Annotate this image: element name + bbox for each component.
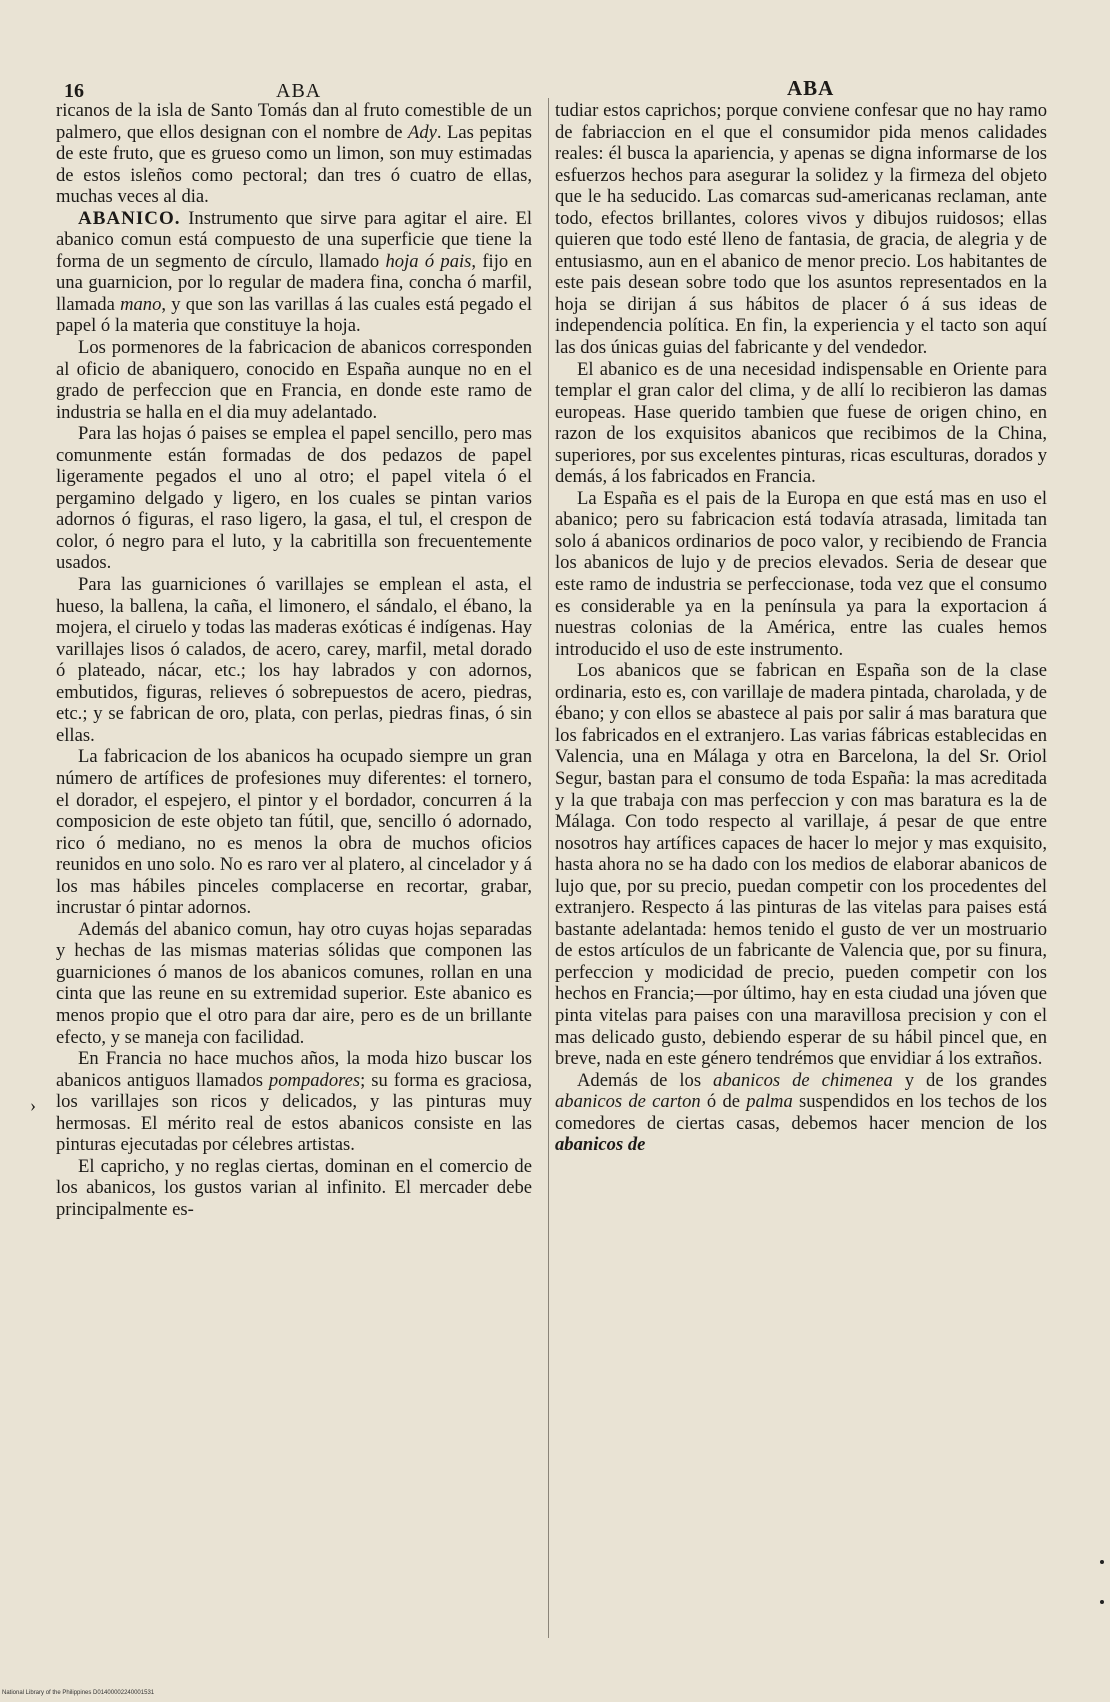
paragraph: Los pormenores de la fabricacion de abanicos corresponden al oficio de abaniquero, conocido en España aunque no en el grado de perfeccion que en Francia, en donde este ramo de industria se halla en el dia muy adelantado.: [56, 337, 532, 423]
paragraph: La fabricacion de los abanicos ha ocupado siempre un gran número de artífices de profesiones muy diferentes: el tornero, el dorador, el espejero, el pintor y el bordador, concurren á la composicion de este objeto tan fútil, que, sencillo ó adornado, rico ó mediano, no es menos la obra de muchos oficios reunidos en uno solo. No es raro ver al platero, al cincelador y á los mas hábiles pinceles complacerse en recortar, grabar, incrustar ó pintar adornos.: [56, 746, 532, 919]
paragraph: Además de los abanicos de chimenea y de los grandes abanicos de carton ó de palma suspendidos en los techos de los comedores de ciertas casas, debemos hacer mencion de los abanicos de: [555, 1069, 1048, 1156]
paragraph: El abanico es de una necesidad indispensable en Oriente para templar el gran calor del clima, y de allí lo recibieron las damas europeas. Hase querido tambien que fuese de origen chino, en razon de los exquisitos abanicos que recibimos de la China, superiores, por sus excelentes pinturas, ricas esculturas, dorados y demás, á los fabricados en Francia.: [555, 358, 1047, 488]
right-column: [555, 100, 1047, 1156]
paragraph: tudiar estos caprichos; porque conviene confesar que no hay ramo de fabriaccion en el que el consumidor pida menos calidades reales: él busca la apariencia, y apenas se digna informarse de los esfuerzos hechos para asegurar la solidez y la firmeza del objeto que le ha seducido. Las comarcas sud-americanas reclaman, ante todo, efectos brillantes, colores vivos y dibujos ruidosos; ellas quieren que todo esté lleno de fantasia, de gracia, de alegria y de entusiasmo, aun en el abanico de menor precio. Los habitantes de este pais desean sobre todo que los asuntos representados en la hoja se dirijan á sus hábitos de placer ó á sus ideas de independencia política. En fin, la experiencia y el tacto son aquí las dos únicas guias del fabricante y del vendedor.: [555, 100, 1047, 359]
running-head-right: ABA: [787, 76, 835, 100]
paragraph: ricanos de la isla de Santo Tomás dan al fruto comestible de un palmero, que ellos designan con el nombre de Ady. Las pepitas de este fruto, que es grueso como un limon, son muy estimadas de estos isleños como pectoral; dan tres ó cuatro de ellas, muchas veces al dia.: [56, 100, 532, 208]
running-head-left: ABA: [276, 80, 322, 102]
headword: ABANICO.: [78, 207, 181, 229]
column-divider: [548, 98, 549, 1638]
scan-footer: National Library of the Philippines D01400002240001531: [2, 1690, 155, 1696]
paragraph: El capricho, y no reglas ciertas, dominan en el comercio de los abanicos, los gustos varian al infinito. El mercader debe principalmente es-: [56, 1155, 532, 1220]
paragraph: Para las guarniciones ó varillajes se emplean el asta, el hueso, la ballena, la caña, el limonero, el sándalo, el ébano, la mojera, el ciruelo y todas las maderas exóticas é indígenas. Hay varillajes lisos ó calados, de acero, carey, marfil, metal dorado ó plateado, nácar, etc.; los hay labrados y con adornos, embutidos, figuras, relieves ó sobrepuestos de acero, piedras, etc.; y se fabrican de oro, plata, con perlas, piedras finas, ó sin ellas.: [56, 574, 532, 746]
left-column: [56, 100, 532, 1220]
paragraph: En Francia no hace muchos años, la moda hizo buscar los abanicos antiguos llamados pompadores; su forma es graciosa, los varillajes son ricos y delicados, y las pinturas muy hermosas. El mérito real de estos abanicos consiste en las pinturas ejecutadas por célebres artistas.: [56, 1048, 532, 1156]
page-number: 16: [64, 80, 84, 102]
paragraph: Además del abanico comun, hay otro cuyas hojas separadas y hechas de las mismas materias sólidas que componen las guarniciones ó manos de los abanicos comunes, rollan en una cinta que las reune en su extremidad superior. Este abanico es menos propio que el otro para dar aire, pero es de un brillante efecto, y se maneja con facilidad.: [56, 918, 532, 1048]
entry-abanico: ABANICO. Instrumento que sirve para agitar el aire. El abanico comun está compuesto de una superficie que tiene la forma de un segmento de círculo, llamado hoja ó pais, fijo en una guarnicion, por lo regular de madera fina, concha ó marfil, llamada mano, y que son las varillas á las cuales está pegado el papel ó la materia que constituye la hoja.: [56, 207, 532, 337]
margin-mark: ›: [30, 1095, 36, 1115]
paragraph: Los abanicos que se fabrican en España son de la clase ordinaria, esto es, con varillaje de madera pintada, charolada, y de ébano; y con ellos se abastece al pais por salir á mas baratura que los fabricados en el extranjero. Las varias fábricas establecidas en Valencia, una en Málaga y otra en Barcelona, la del Sr. Oriol Segur, bastan para el consumo de toda España: la mas acreditada y la que trabaja con mas perfeccion y con mas baratura es la de Málaga. Con todo respecto al varillaje, á pesar de que entre nosotros hay artífices capaces de hacer lo mejor y mas exquisito, hasta ahora no se ha dado con los medios de elaborar abanicos de lujo que, por su precio, puedan competir con los procedentes del extranjero. Respecto á las pinturas de las vitelas para paises está bastante adelantada: hemos tenido el gusto de ver un mostruario de estos artículos de un fabricante de Valencia que, por su finura, perfeccion y modicidad de precio, pueden competir con los hechos en Francia;—por último, hay en esta ciudad una jóven que pinta vitelas para paises con una maravillosa precision y con el mas delicado gusto, debiendo esperar de su hábil pincel que, en breve, nada en este género tendrémos que envidiar á los extraños.: [555, 660, 1047, 1070]
paragraph: Para las hojas ó paises se emplea el papel sencillo, pero mas comunmente están formadas de dos pedazos de papel ligeramente pegados el uno al otro; el papel vitela ó el pergamino delgado y ligero, en los cuales se pintan varios adornos ó figuras, el raso ligero, la gasa, el tul, el crespon de color, ó negro para el luto, y la cabritilla son frecuentemente usados.: [56, 423, 532, 574]
paragraph: La España es el pais de la Europa en que está mas en uso el abanico; pero su fabricacion está todavía atrasada, limitada tan solo á abanicos ordinarios de poco valor, y recibiendo de Francia los abanicos de lujo y de precios elevados. Seria de desear que este ramo de industria se perfeccionase, toda vez que el consumo es considerable ya en la península ya para la exportacion á nuestras colonias de la América, entre las cuales hemos introducido el uso de este instrumento.: [555, 487, 1047, 660]
edge-speck: [1100, 1560, 1104, 1564]
edge-speck: [1100, 1600, 1104, 1604]
